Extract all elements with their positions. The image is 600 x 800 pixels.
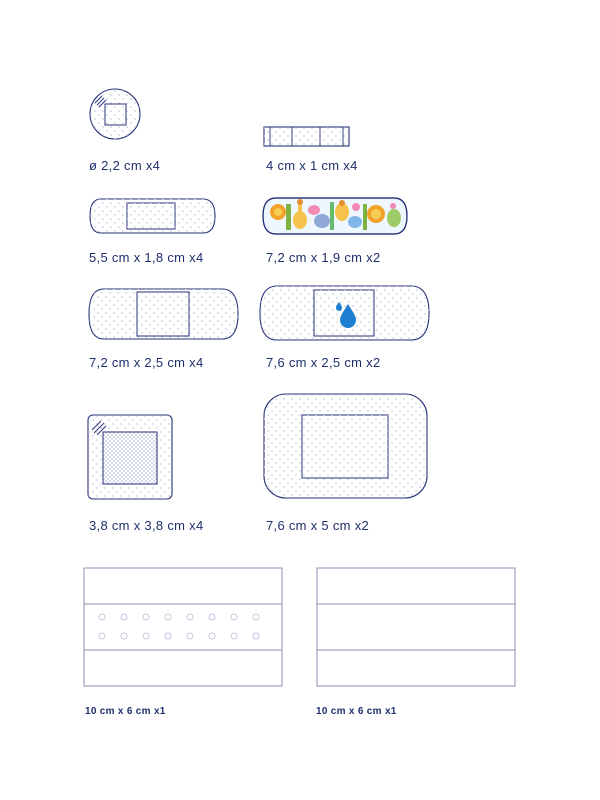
waterproof-strip-plaster (259, 284, 431, 342)
item-label-rectangular-patch: 7,6 cm x 5 cm x2 (266, 518, 370, 533)
item-label-narrow-strip: 4 cm x 1 cm x4 (266, 158, 358, 173)
round-spot-plaster (85, 85, 155, 140)
narrow-strip-plaster (262, 126, 352, 148)
plain-dressing (316, 567, 518, 689)
perforated-dressing (83, 567, 285, 689)
strip-plaster (89, 197, 217, 235)
elephant-icon (314, 214, 330, 228)
item-label-plain-dressing: 10 cm x 6 cm x1 (316, 706, 397, 717)
kids-print-strip-plaster (262, 196, 410, 236)
square-plaster (87, 414, 175, 502)
item-label-round-spot: ø 2,2 cm x4 (89, 158, 161, 173)
item-label-square-plaster: 3,8 cm x 3,8 cm x4 (89, 518, 204, 533)
item-label-wide-strip: 7,2 cm x 2,5 cm x4 (89, 355, 204, 370)
item-label-strip: 5,5 cm x 1,8 cm x4 (89, 250, 204, 265)
item-label-kids-print-strip: 7,2 cm x 1,9 cm x2 (266, 250, 381, 265)
wide-strip-plaster (88, 287, 240, 341)
item-label-waterproof-strip: 7,6 cm x 2,5 cm x2 (266, 355, 381, 370)
rectangular-patch-plaster (262, 393, 430, 501)
item-label-perforated-dressing: 10 cm x 6 cm x1 (85, 706, 166, 717)
